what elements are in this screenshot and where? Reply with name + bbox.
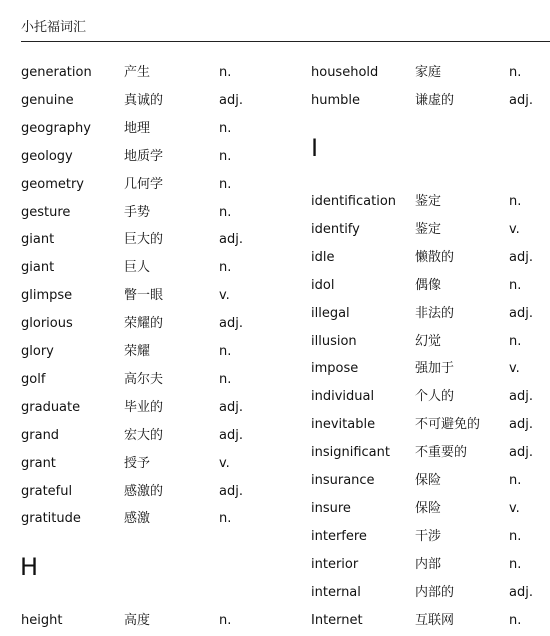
entry-word: geometry: [21, 177, 85, 192]
entry-pos: adj.: [219, 232, 243, 247]
entry-pos: n.: [509, 194, 522, 209]
entry-word: identify: [311, 222, 360, 237]
entry-pos: adj.: [219, 400, 243, 415]
entry-pos: adj.: [219, 93, 243, 108]
entry-word: glory: [21, 344, 54, 359]
entry-pos: v.: [219, 456, 230, 471]
entry-meaning: 手势: [124, 205, 151, 220]
entry-word: giant: [21, 260, 55, 275]
vocab-entry: [21, 425, 269, 447]
entry-word: generation: [21, 65, 92, 80]
entry-meaning: 巨大的: [124, 232, 164, 247]
vocab-entry: [311, 610, 550, 632]
vocab-entry: [311, 331, 550, 353]
entry-word: graduate: [21, 400, 81, 415]
entry-word: geography: [21, 121, 91, 136]
vocab-entry: [21, 610, 269, 632]
entry-meaning: 不重要的: [415, 445, 468, 460]
entry-pos: v.: [509, 222, 520, 237]
vocab-entry: [311, 414, 550, 436]
entry-meaning: 非法的: [415, 306, 455, 321]
entry-meaning: 个人的: [415, 389, 455, 404]
entry-meaning: 荣耀: [124, 344, 151, 359]
entry-meaning: 真诚的: [124, 93, 164, 108]
entry-word: glimpse: [21, 288, 73, 303]
entry-pos: adj.: [219, 316, 243, 331]
vocab-entry: [21, 369, 269, 391]
entry-meaning: 互联网: [415, 613, 455, 628]
vocab-entry: [21, 229, 269, 251]
entry-word: insure: [311, 501, 351, 516]
entry-pos: n.: [219, 205, 232, 220]
entry-meaning: 干涉: [415, 529, 442, 544]
entry-meaning: 瞥一眼: [124, 288, 164, 303]
entry-pos: n.: [509, 65, 522, 80]
entry-word: individual: [311, 389, 375, 404]
entry-meaning: 巨人: [124, 260, 151, 275]
entry-word: inevitable: [311, 417, 376, 432]
entry-pos: adj.: [509, 445, 533, 460]
entry-word: interfere: [311, 529, 367, 544]
page-header: 小托福词汇: [21, 20, 87, 35]
entry-word: height: [21, 613, 63, 628]
entry-word: internal: [311, 585, 361, 600]
entry-meaning: 偶像: [415, 278, 442, 293]
entry-pos: adj.: [509, 250, 533, 265]
entry-meaning: 高度: [124, 613, 151, 628]
vocab-entry: [311, 219, 550, 241]
entry-pos: adj.: [219, 484, 243, 499]
entry-word: giant: [21, 232, 55, 247]
entry-meaning: 保险: [415, 501, 442, 516]
entry-word: illegal: [311, 306, 350, 321]
vocab-entry: [21, 453, 269, 475]
entry-word: genuine: [21, 93, 74, 108]
entry-pos: adj.: [509, 306, 533, 321]
entry-word: insurance: [311, 473, 375, 488]
entry-pos: v.: [509, 501, 520, 516]
entry-word: grant: [21, 456, 56, 471]
vocab-entry: [21, 285, 269, 307]
vocab-entry: [311, 498, 550, 520]
entry-meaning: 鉴定: [415, 222, 442, 237]
entry-word: illusion: [311, 334, 357, 349]
vocab-entry: [311, 62, 550, 84]
entry-pos: adj.: [509, 585, 533, 600]
entry-pos: adj.: [509, 389, 533, 404]
vocab-entry: [311, 358, 550, 380]
entry-word: interior: [311, 557, 359, 572]
entry-pos: n.: [219, 149, 232, 164]
entry-pos: n.: [219, 121, 232, 136]
entry-pos: n.: [219, 344, 232, 359]
vocab-entry: [21, 202, 269, 224]
entry-pos: n.: [509, 278, 522, 293]
entry-meaning: 鉴定: [415, 194, 442, 209]
entry-meaning: 谦虚的: [415, 93, 455, 108]
vocab-entry: [311, 526, 550, 548]
entry-word: Internet: [311, 613, 363, 628]
vocab-entry: [21, 62, 269, 84]
vocab-entry: [21, 481, 269, 503]
entry-meaning: 内部: [415, 557, 442, 572]
entry-meaning: 强加于: [415, 361, 455, 376]
section-heading: I: [311, 134, 319, 162]
vocab-entry: [21, 118, 269, 140]
vocab-entry: [311, 303, 550, 325]
entry-pos: n.: [219, 613, 232, 628]
entry-word: impose: [311, 361, 359, 376]
entry-meaning: 高尔夫: [124, 372, 164, 387]
entry-meaning: 授予: [124, 456, 151, 471]
entry-pos: n.: [219, 372, 232, 387]
vocab-entry: [311, 386, 550, 408]
entry-pos: v.: [219, 288, 230, 303]
entry-meaning: 幻觉: [415, 334, 442, 349]
entry-meaning: 家庭: [415, 65, 442, 80]
vocab-entry: [21, 313, 269, 335]
entry-pos: n.: [219, 511, 232, 526]
header-divider: [21, 41, 550, 42]
entry-meaning: 地理: [124, 121, 151, 136]
entry-word: glorious: [21, 316, 73, 331]
vocab-entry: [21, 174, 269, 196]
entry-word: gesture: [21, 205, 71, 220]
entry-meaning: 内部的: [415, 585, 455, 600]
entry-meaning: 荣耀的: [124, 316, 164, 331]
entry-meaning: 几何学: [124, 177, 164, 192]
entry-word: idol: [311, 278, 335, 293]
vocab-entry: [21, 508, 269, 530]
entry-pos: n.: [219, 65, 232, 80]
entry-pos: n.: [509, 473, 522, 488]
entry-word: gratitude: [21, 511, 81, 526]
vocab-entry: [21, 90, 269, 112]
entry-word: insignificant: [311, 445, 390, 460]
entry-pos: n.: [509, 529, 522, 544]
vocab-entry: [311, 442, 550, 464]
entry-meaning: 地质学: [124, 149, 164, 164]
entry-meaning: 感激的: [124, 484, 164, 499]
vocab-entry: [311, 554, 550, 576]
entry-pos: n.: [219, 260, 232, 275]
vocab-entry: [21, 146, 269, 168]
vocab-entry: [311, 275, 550, 297]
entry-meaning: 产生: [124, 65, 151, 80]
entry-word: identification: [311, 194, 397, 209]
entry-word: golf: [21, 372, 46, 387]
entry-meaning: 不可避免的: [415, 417, 481, 432]
entry-pos: adj.: [509, 93, 533, 108]
vocab-entry: [311, 582, 550, 604]
entry-meaning: 懒散的: [415, 250, 455, 265]
entry-word: household: [311, 65, 379, 80]
entry-pos: n.: [509, 334, 522, 349]
vocab-entry: [311, 247, 550, 269]
entry-meaning: 毕业的: [124, 400, 164, 415]
vocab-entry: [311, 90, 550, 112]
entry-pos: n.: [219, 177, 232, 192]
entry-meaning: 保险: [415, 473, 442, 488]
vocab-entry: [311, 191, 550, 213]
vocab-entry: [311, 470, 550, 492]
entry-meaning: 宏大的: [124, 428, 164, 443]
vocab-entry: [21, 397, 269, 419]
entry-word: idle: [311, 250, 335, 265]
entry-pos: adj.: [219, 428, 243, 443]
entry-word: humble: [311, 93, 361, 108]
entry-word: geology: [21, 149, 73, 164]
vocab-entry: [21, 257, 269, 279]
entry-pos: v.: [509, 361, 520, 376]
entry-meaning: 感激: [124, 511, 151, 526]
entry-pos: n.: [509, 613, 522, 628]
entry-word: grateful: [21, 484, 73, 499]
entry-pos: adj.: [509, 417, 533, 432]
entry-word: grand: [21, 428, 60, 443]
vocab-entry: [21, 341, 269, 363]
entry-pos: n.: [509, 557, 522, 572]
section-heading: H: [20, 553, 39, 581]
